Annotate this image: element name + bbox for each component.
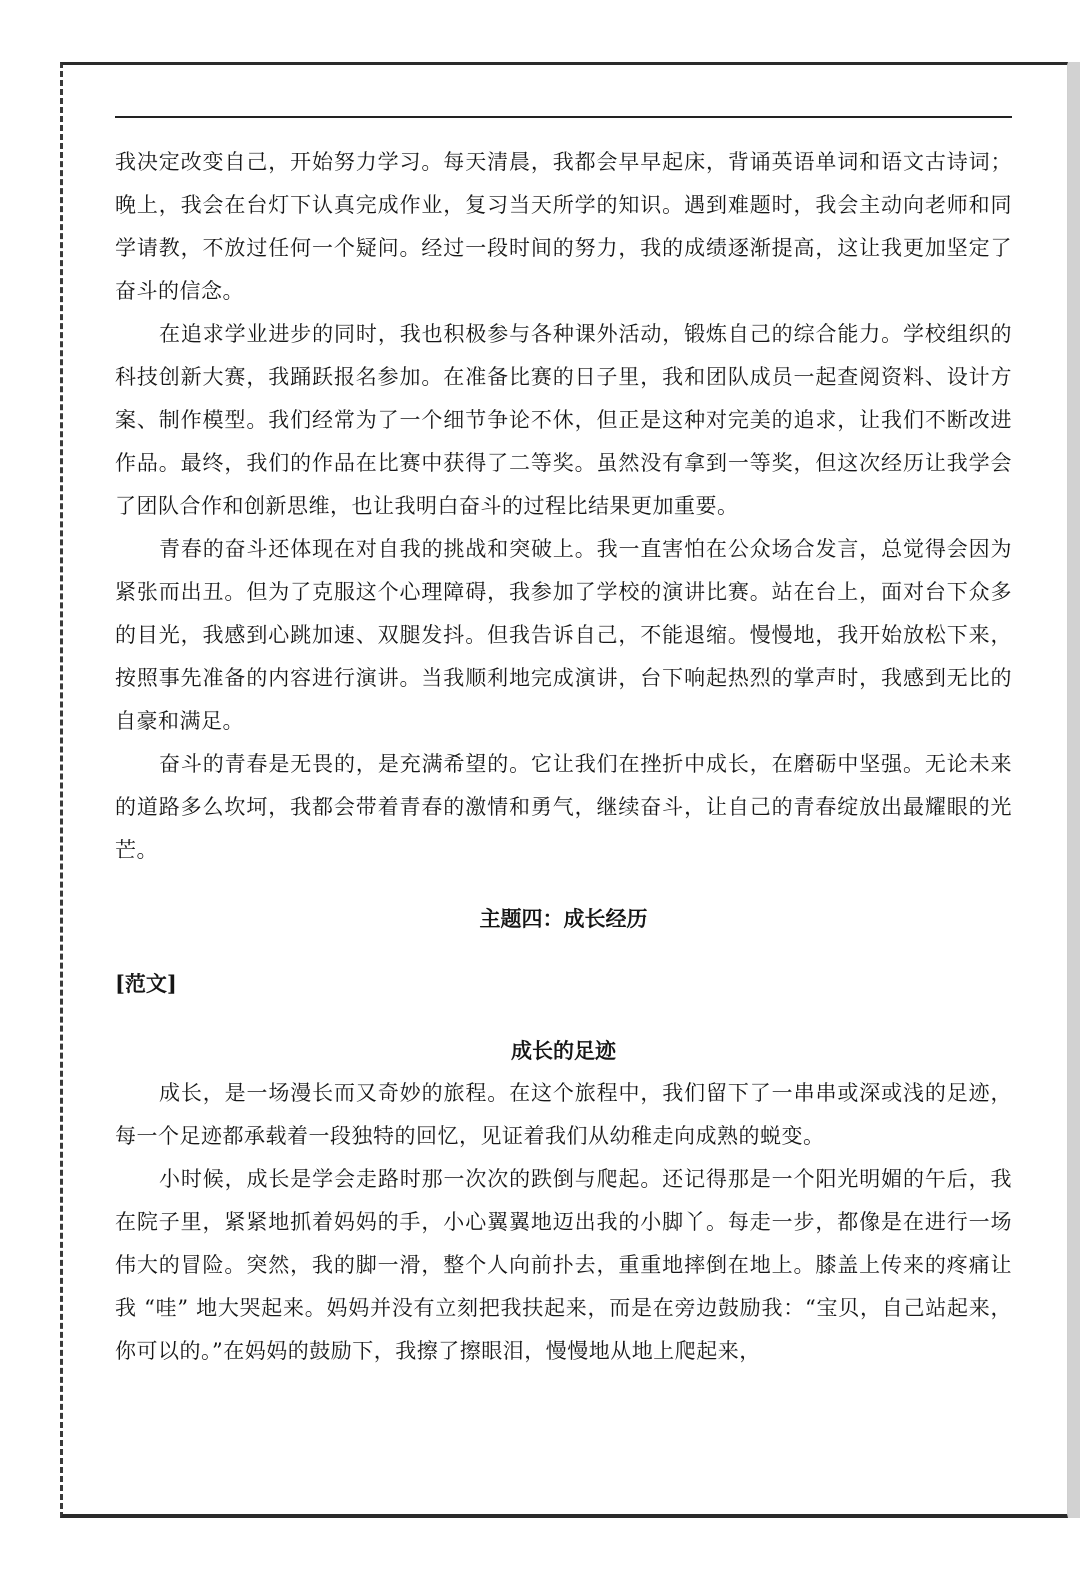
paragraph-essay-intro: 成长，是一场漫长而又奇妙的旅程。在这个旅程中，我们留下了一串串或深或浅的足迹，每一个足迹都承载着一段独特的回忆，见证着我们从幼稚走向成熟的蜕变。 bbox=[115, 1081, 1012, 1148]
section-heading: 主题四：成长经历 bbox=[479, 906, 648, 931]
paragraph-essay-childhood: 小时候，成长是学会走路时那一次次的跌倒与爬起。还记得那是一个阳光明媚的午后，我在院子里，紧紧地抓着妈妈的手，小心翼翼地迈出我的小脚丫。每走一步，都像是在进行一场伟大的冒险。突然，我的脚一滑，整个人向前扑去，重重地摔倒在地上。膝盖上传来的疼痛让我 “哇” 地大哭起来。妈妈并没有立刻把我扶起来，而是在旁边鼓励我：“宝贝，自己站起来，你可以的。”在妈妈的鼓励下，我擦了擦眼泪，慢慢地从地上爬起来， bbox=[115, 1167, 1012, 1363]
paragraph-conclusion: 奋斗的青春是无畏的，是充满希望的。它让我们在挫折中成长，在磨砺中坚强。无论未来的道路多么坎坷，我都会带着青春的激情和勇气，继续奋斗，让自己的青春绽放出最耀眼的光芒。 bbox=[115, 752, 1012, 862]
paragraph-speech: 青春的奋斗还体现在对自我的挑战和突破上。我一直害怕在公众场合发言，总觉得会因为紧张而出丑。但为了克服这个心理障碍，我参加了学校的演讲比赛。站在台上，面对台下众多的目光，我感到心跳加速、双腿发抖。但我告诉自己，不能退缩。慢慢地，我开始放松下来，按照事先准备的内容进行演讲。当我顺利地完成演讲，台下响起热烈的掌声时，我感到无比的自豪和满足。 bbox=[115, 537, 1012, 733]
essay-title: 成长的足迹 bbox=[511, 1038, 616, 1063]
page-edge bbox=[1068, 62, 1080, 1518]
header-rule bbox=[115, 116, 1012, 118]
document-body bbox=[115, 141, 1012, 1373]
sample-label: [范文] bbox=[115, 971, 177, 996]
paragraph-study: 我决定改变自己，开始努力学习。每天清晨，我都会早早起床，背诵英语单词和语文古诗词；晚上，我会在台灯下认真完成作业，复习当天所学的知识。遇到难题时，我会主动向老师和同学请教，不放过任何一个疑问。经过一段时间的努力，我的成绩逐渐提高，这让我更加坚定了奋斗的信念。 bbox=[115, 150, 1012, 303]
paragraph-activities: 在追求学业进步的同时，我也积极参与各种课外活动，锻炼自己的综合能力。学校组织的科技创新大赛，我踊跃报名参加。在准备比赛的日子里，我和团队成员一起查阅资料、设计方案、制作模型。我们经常为了一个细节争论不休，但正是这种对完美的追求，让我们不断改进作品。最终，我们的作品在比赛中获得了二等奖。虽然没有拿到一等奖，但这次经历让我学会了团队合作和创新思维，也让我明白奋斗的过程比结果更加重要。 bbox=[115, 322, 1012, 518]
